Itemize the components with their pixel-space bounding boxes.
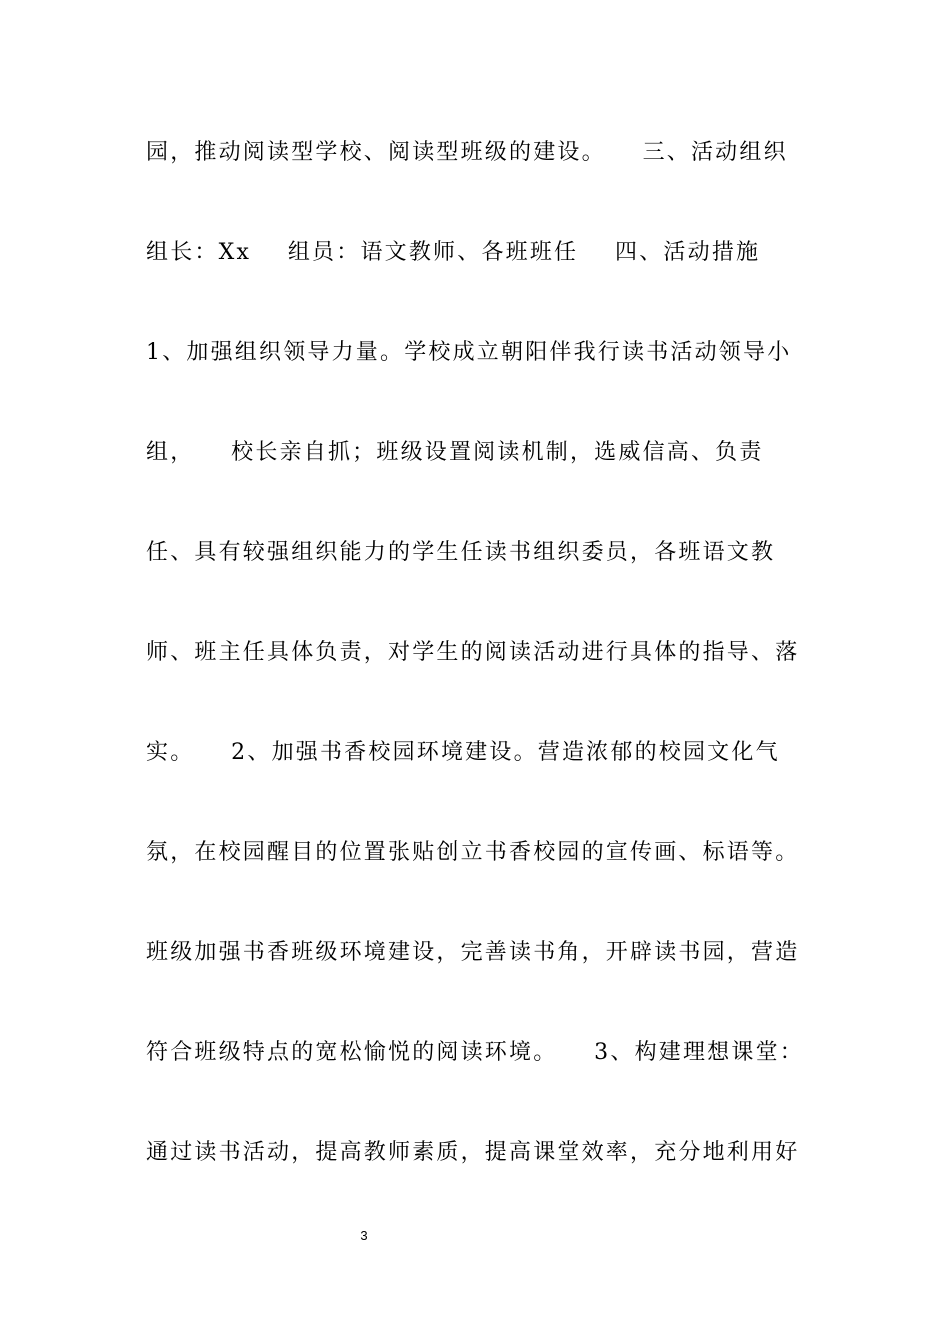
- text-line: 1、加强组织领导力量。学校成立朝阳伴我行读书活动领导小: [146, 340, 792, 365]
- text-line: 通过读书活动，提高教师素质，提高课堂效率，充分地利用好: [146, 1140, 800, 1165]
- page-number: 3: [360, 1228, 368, 1243]
- text-line: 实。 2、加强书香校园环境建设。营造浓郁的校园文化气: [146, 740, 780, 765]
- text-line: 园，推动阅读型学校、阅读型班级的建设。 三、活动组织: [146, 140, 788, 165]
- text-line: 符合班级特点的宽松愉悦的阅读环境。 3、构建理想课堂：: [146, 1040, 804, 1065]
- text-line: 氛，在校园醒目的位置张贴创立书香校园的宣传画、标语等。: [146, 840, 800, 865]
- text-line: 班级加强书香班级环境建设，完善读书角，开辟读书园，营造: [146, 940, 800, 965]
- text-line: 组， 校长亲自抓；班级设置阅读机制，选威信高、负责: [146, 440, 764, 465]
- text-line: 师、班主任具体负责，对学生的阅读活动进行具体的指导、落: [146, 640, 800, 665]
- text-line: 组长：Xx 组员：语文教师、各班班任 四、活动措施: [146, 240, 761, 265]
- text-line: 任、具有较强组织能力的学生任读书组织委员，各班语文教: [146, 540, 776, 565]
